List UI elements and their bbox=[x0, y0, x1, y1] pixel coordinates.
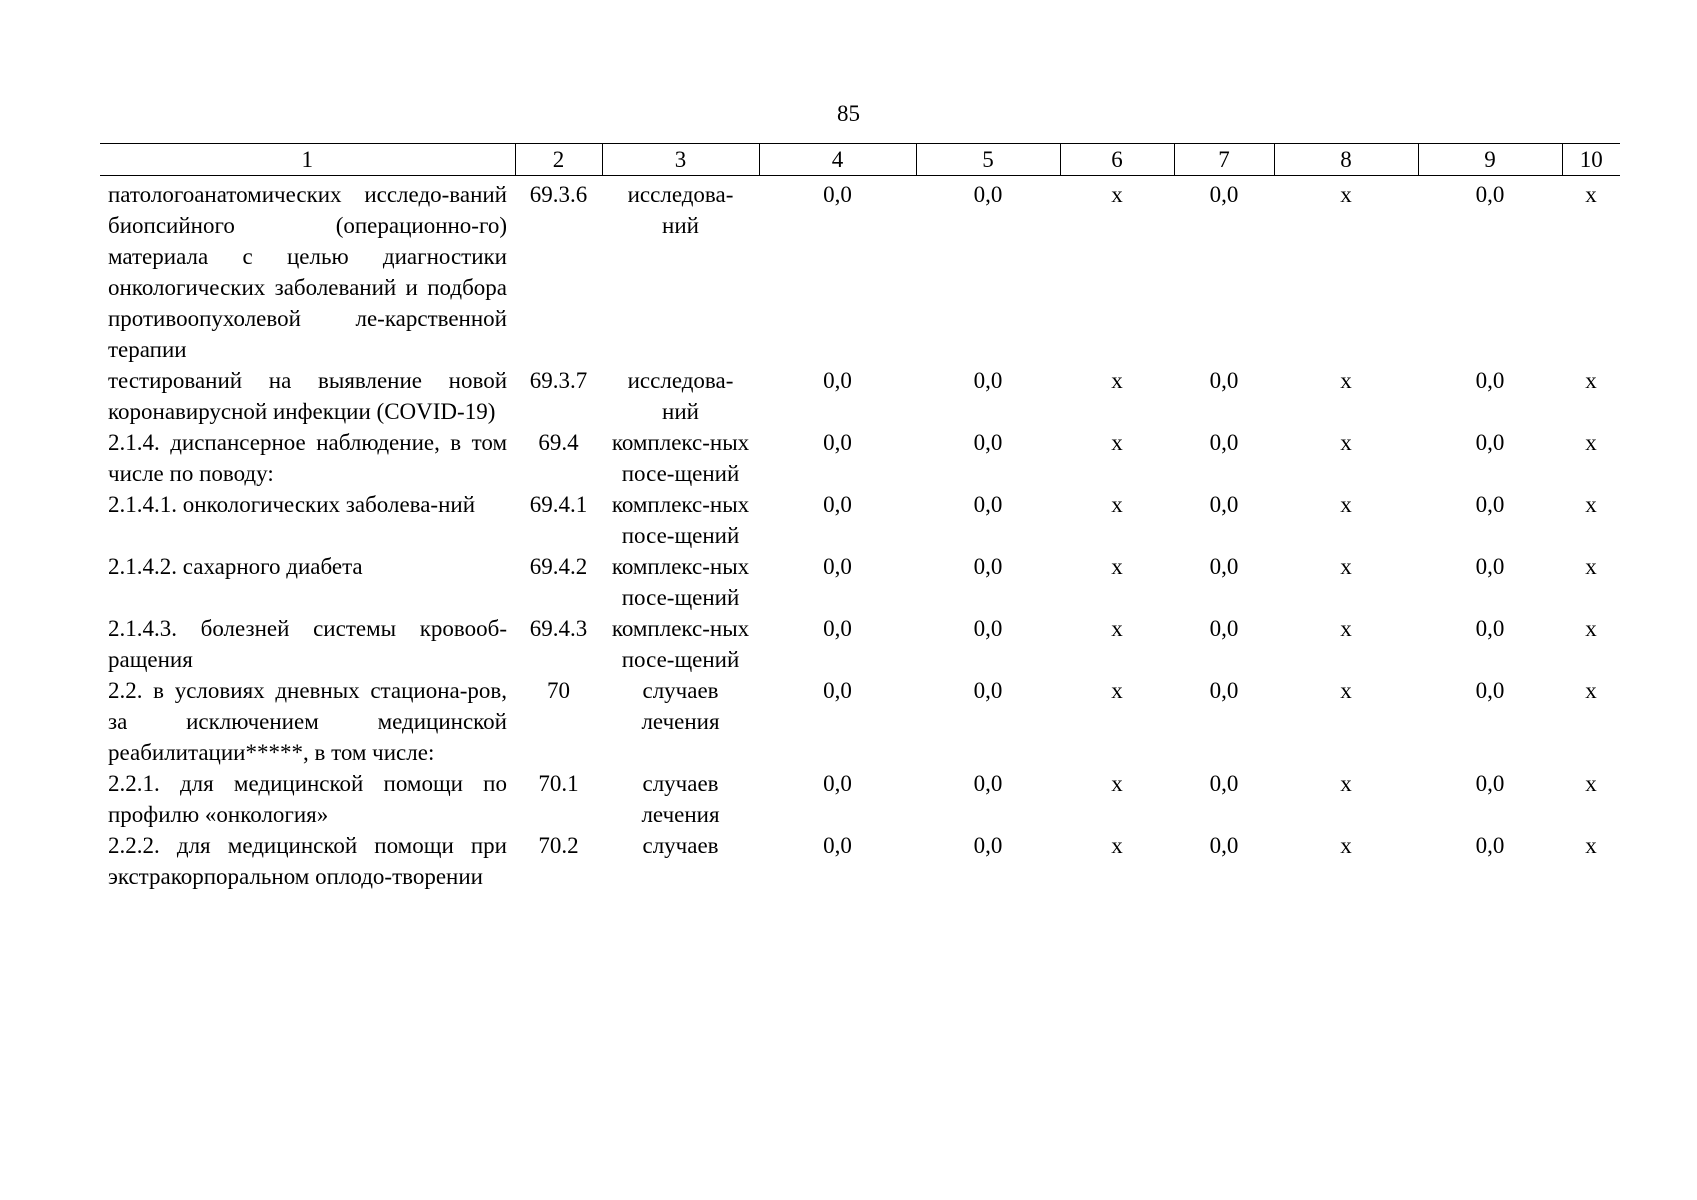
header-cell-3: 3 bbox=[602, 144, 759, 176]
row-name: 2.1.4.2. сахарного диабета bbox=[108, 554, 363, 579]
row-code: 70.1 bbox=[538, 771, 579, 796]
table-body bbox=[100, 176, 1620, 893]
row-col10: х bbox=[1585, 554, 1597, 579]
row-name: 2.2.1. для медицинской помощи по профилю «онкология» bbox=[108, 771, 507, 827]
header-cell-8: 8 bbox=[1274, 144, 1418, 176]
row-col8: х bbox=[1340, 492, 1352, 517]
header-cell-7: 7 bbox=[1174, 144, 1274, 176]
row-col8: х bbox=[1340, 771, 1352, 796]
row-col9: 0,0 bbox=[1475, 368, 1505, 393]
row-col4: 0,0 bbox=[823, 182, 852, 207]
row-code: 69.4 bbox=[538, 430, 579, 455]
row-col6: х bbox=[1111, 616, 1123, 641]
table-row bbox=[100, 365, 1620, 427]
row-col10: х bbox=[1585, 678, 1597, 703]
row-name: 2.1.4.1. онкологических заболева-ний bbox=[108, 492, 476, 517]
row-col4: 0,0 bbox=[823, 771, 852, 796]
row-col4: 0,0 bbox=[823, 616, 852, 641]
row-code: 69.3.6 bbox=[529, 182, 588, 207]
row-col6: х bbox=[1111, 492, 1123, 517]
row-col5: 0,0 bbox=[973, 182, 1003, 207]
row-unit: комплекс-ных посе-щений bbox=[611, 616, 750, 672]
row-col10: х bbox=[1585, 616, 1597, 641]
table-row bbox=[100, 489, 1620, 551]
row-col4: 0,0 bbox=[823, 678, 852, 703]
row-col8: х bbox=[1340, 616, 1352, 641]
row-col5: 0,0 bbox=[973, 430, 1003, 455]
row-col5: 0,0 bbox=[973, 554, 1003, 579]
row-code: 70.2 bbox=[538, 833, 579, 858]
row-col6: х bbox=[1111, 833, 1123, 858]
row-col7: 0,0 bbox=[1209, 554, 1239, 579]
row-code: 69.4.1 bbox=[529, 492, 588, 517]
row-col5: 0,0 bbox=[973, 771, 1003, 796]
header-cell-5: 5 bbox=[916, 144, 1060, 176]
row-col7: 0,0 bbox=[1209, 368, 1239, 393]
row-col7: 0,0 bbox=[1209, 771, 1239, 796]
row-code: 69.4.2 bbox=[529, 554, 588, 579]
row-col9: 0,0 bbox=[1475, 833, 1505, 858]
table-row bbox=[100, 830, 1620, 892]
row-col5: 0,0 bbox=[973, 368, 1003, 393]
row-col8: х bbox=[1340, 833, 1352, 858]
header-cell-2: 2 bbox=[515, 144, 602, 176]
row-col8: х bbox=[1340, 678, 1352, 703]
row-col10: х bbox=[1585, 430, 1597, 455]
row-unit: случаев лечения bbox=[641, 771, 720, 827]
row-code: 70 bbox=[547, 678, 570, 703]
row-name: 2.1.4.3. болезней системы кровооб-ращения bbox=[108, 616, 507, 672]
header-cell-1: 1 bbox=[100, 144, 515, 176]
row-col8: х bbox=[1340, 554, 1352, 579]
table-row bbox=[100, 427, 1620, 489]
row-col4: 0,0 bbox=[823, 368, 852, 393]
row-name: тестирований на выявление новой коронавирусной инфекции (COVID-19) bbox=[108, 368, 507, 424]
row-col8: х bbox=[1340, 368, 1352, 393]
row-col5: 0,0 bbox=[973, 492, 1003, 517]
row-col4: 0,0 bbox=[823, 492, 852, 517]
row-name: патологоанатомических исследо-ваний биопсийного (операционно-го) материала с целью диагностики онкологических заболеваний и подбора противоопухолевой ле-карственной терапии bbox=[108, 182, 507, 362]
row-unit: исследова-ний bbox=[627, 182, 734, 238]
row-col4: 0,0 bbox=[823, 430, 852, 455]
row-name: 2.2. в условиях дневных стациона-ров, за исключением медицинской реабилитации*****, в том числе: bbox=[108, 678, 507, 765]
row-unit: случаев лечения bbox=[641, 678, 720, 734]
table-row bbox=[100, 613, 1620, 675]
row-col10: х bbox=[1585, 492, 1597, 517]
row-col5: 0,0 bbox=[973, 678, 1003, 703]
row-col6: х bbox=[1111, 678, 1123, 703]
row-col5: 0,0 bbox=[973, 616, 1003, 641]
row-col10: х bbox=[1585, 368, 1597, 393]
row-col9: 0,0 bbox=[1475, 430, 1505, 455]
row-col7: 0,0 bbox=[1209, 616, 1239, 641]
row-col8: х bbox=[1340, 430, 1352, 455]
row-col7: 0,0 bbox=[1209, 492, 1239, 517]
row-unit: комплекс-ных посе-щений bbox=[611, 430, 750, 486]
row-col9: 0,0 bbox=[1475, 771, 1505, 796]
row-col6: х bbox=[1111, 368, 1123, 393]
row-col9: 0,0 bbox=[1475, 678, 1505, 703]
row-col8: х bbox=[1340, 182, 1352, 207]
row-col7: 0,0 bbox=[1209, 182, 1239, 207]
row-col5: 0,0 bbox=[973, 833, 1003, 858]
header-row bbox=[100, 144, 1620, 176]
row-unit: исследова-ний bbox=[627, 368, 734, 424]
data-table bbox=[100, 143, 1620, 892]
row-unit: случаев bbox=[642, 833, 719, 858]
table-row bbox=[100, 675, 1620, 768]
row-col9: 0,0 bbox=[1475, 616, 1505, 641]
page-number: 85 bbox=[837, 101, 860, 126]
table-header bbox=[100, 144, 1620, 176]
header-cell-10: 10 bbox=[1562, 144, 1620, 176]
header-cell-9: 9 bbox=[1418, 144, 1562, 176]
row-col6: х bbox=[1111, 182, 1123, 207]
header-cell-4: 4 bbox=[759, 144, 916, 176]
row-unit: комплекс-ных посе-щений bbox=[611, 492, 750, 548]
row-col10: х bbox=[1585, 771, 1597, 796]
row-col10: х bbox=[1585, 833, 1597, 858]
row-col9: 0,0 bbox=[1475, 554, 1505, 579]
table-row bbox=[100, 176, 1620, 366]
row-col7: 0,0 bbox=[1209, 833, 1239, 858]
row-col7: 0,0 bbox=[1209, 430, 1239, 455]
row-col6: х bbox=[1111, 771, 1123, 796]
table-row bbox=[100, 551, 1620, 613]
row-col6: х bbox=[1111, 554, 1123, 579]
row-code: 69.3.7 bbox=[529, 368, 588, 393]
header-cell-6: 6 bbox=[1060, 144, 1174, 176]
row-col4: 0,0 bbox=[823, 554, 852, 579]
row-name: 2.1.4. диспансерное наблюдение, в том числе по поводу: bbox=[108, 430, 507, 486]
row-code: 69.4.3 bbox=[529, 616, 588, 641]
row-col10: х bbox=[1585, 182, 1597, 207]
row-col9: 0,0 bbox=[1475, 182, 1505, 207]
row-col9: 0,0 bbox=[1475, 492, 1505, 517]
row-col6: х bbox=[1111, 430, 1123, 455]
row-unit: комплекс-ных посе-щений bbox=[611, 554, 750, 610]
table-row bbox=[100, 768, 1620, 830]
row-col4: 0,0 bbox=[823, 833, 852, 858]
row-name: 2.2.2. для медицинской помощи при экстракорпоральном оплодо-творении bbox=[108, 833, 507, 889]
row-col7: 0,0 bbox=[1209, 678, 1239, 703]
